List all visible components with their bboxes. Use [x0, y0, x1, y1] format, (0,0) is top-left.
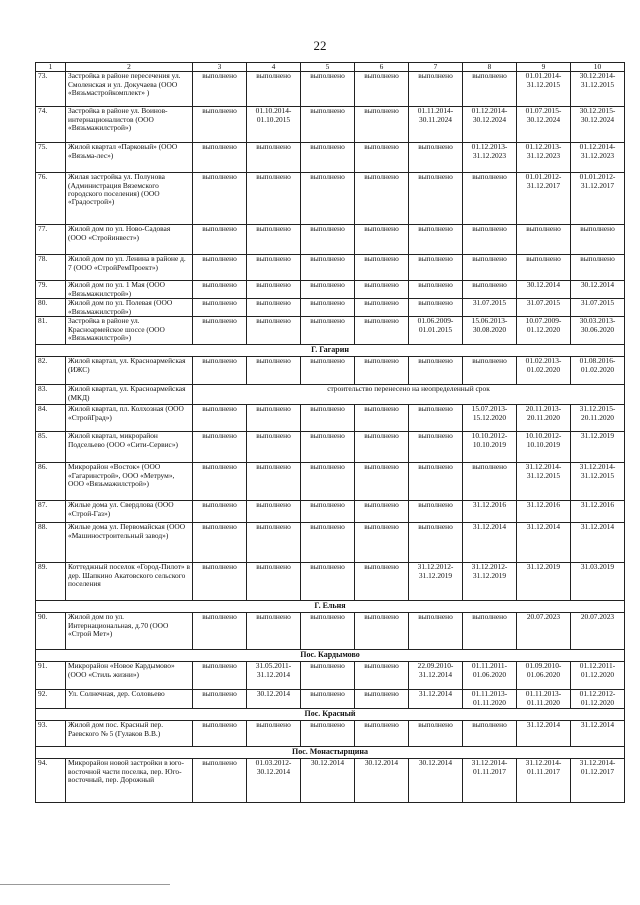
stage-cell: выполнено [247, 357, 301, 385]
stage-cell: выполнено [193, 72, 247, 107]
footer-rule [0, 884, 170, 885]
stage-cell: 01.01.2012-31.12.2017 [571, 173, 625, 225]
stage-cell: 01.12.2014-30.12.2024 [463, 107, 517, 143]
stage-cell: выполнено [355, 255, 409, 281]
section-title: Пос. Красный [36, 709, 625, 721]
object-description: Коттеджный поселок «Город-Пилот» в дер. Шапкино Акатовского сельского поселения [66, 563, 193, 601]
object-description: Жилые дома ул. Свердлова (ООО «Строй-Газ») [66, 501, 193, 523]
stage-cell: выполнено [193, 255, 247, 281]
stage-cell: выполнено [193, 357, 247, 385]
stage-cell: выполнено [193, 143, 247, 173]
stage-cell: выполнено [301, 225, 355, 255]
col-header: 10 [571, 63, 625, 72]
stage-cell: выполнено [355, 143, 409, 173]
table-row [36, 317, 625, 345]
row-number: 89. [36, 563, 66, 601]
table-row [36, 107, 625, 143]
stage-cell: выполнено [247, 299, 301, 317]
stage-cell: выполнено [409, 721, 463, 747]
stage-cell: 30.12.2014 [517, 281, 571, 299]
stage-cell: 01.01.2012-31.12.2017 [517, 173, 571, 225]
row-number: 90. [36, 613, 66, 650]
stage-cell: выполнено [409, 501, 463, 523]
stage-cell: выполнено [463, 255, 517, 281]
col-header: 5 [301, 63, 355, 72]
stage-cell: 31.07.2015 [571, 299, 625, 317]
row-number: 86. [36, 463, 66, 501]
section-row [36, 345, 625, 357]
stage-cell: 30.12.2014 [301, 759, 355, 803]
stage-cell: 01.01.2014-31.12.2015 [517, 72, 571, 107]
stage-cell: 30.12.2014 [409, 759, 463, 803]
stage-cell: выполнено [247, 255, 301, 281]
stage-cell: 01.12.2013-31.12.2023 [463, 143, 517, 173]
stage-cell: выполнено [463, 357, 517, 385]
section-row [36, 709, 625, 721]
row-number: 78. [36, 255, 66, 281]
stage-cell: выполнено [193, 405, 247, 432]
stage-cell: выполнено [301, 357, 355, 385]
stage-cell: выполнено [409, 405, 463, 432]
stage-cell: выполнено [463, 281, 517, 299]
stage-cell: 31.12.2012-31.12.2019 [463, 563, 517, 601]
stage-cell: выполнено [301, 281, 355, 299]
stage-cell: выполнено [193, 563, 247, 601]
table-row [36, 690, 625, 709]
stage-cell: выполнено [193, 721, 247, 747]
stage-cell: выполнено [247, 173, 301, 225]
table-row [36, 281, 625, 299]
stage-cell: выполнено [355, 107, 409, 143]
table-row [36, 173, 625, 225]
object-description: Жилой дом по ул. Полевая (ООО «Вязьмажилстрой») [66, 299, 193, 317]
object-description: Жилой квартал, ул. Красноармейская (ИЖС) [66, 357, 193, 385]
row-number: 92. [36, 690, 66, 709]
stage-cell: выполнено [247, 225, 301, 255]
stage-cell: выполнено [355, 173, 409, 225]
row-number: 76. [36, 173, 66, 225]
stage-cell: выполнено [409, 255, 463, 281]
stage-cell: выполнено [355, 563, 409, 601]
stage-cell: 22.09.2010-31.12.2014 [409, 662, 463, 690]
section-title: Пос. Кардымово [36, 650, 625, 662]
table-row [36, 225, 625, 255]
row-number: 81. [36, 317, 66, 345]
stage-cell: 01.03.2012-30.12.2014 [247, 759, 301, 803]
section-row [36, 601, 625, 613]
stage-cell: выполнено [571, 225, 625, 255]
stage-cell: выполнено [517, 225, 571, 255]
stage-cell: выполнено [247, 405, 301, 432]
stage-cell: 30.12.2015-30.12.2024 [571, 107, 625, 143]
object-description: Застройка в районе пересечения ул. Смоленская и ул. Докучаева (ООО «Вязьмастройкомплект» ) [66, 72, 193, 107]
stage-cell: 20.07.2023 [571, 613, 625, 650]
stage-cell: выполнено [193, 225, 247, 255]
table-row [36, 72, 625, 107]
stage-cell: выполнено [247, 501, 301, 523]
stage-cell: выполнено [193, 690, 247, 709]
stage-cell: 31.12.2014-01.11.2017 [463, 759, 517, 803]
stage-cell: 31.12.2016 [463, 501, 517, 523]
col-header: 7 [409, 63, 463, 72]
stage-cell: 01.12.2014-31.12.2023 [571, 143, 625, 173]
stage-cell: выполнено [355, 225, 409, 255]
stage-cell: выполнено [301, 72, 355, 107]
stage-cell: 01.11.2011-01.06.2020 [463, 662, 517, 690]
stage-cell: 31.12.2014-01.12.2017 [571, 759, 625, 803]
stage-cell: выполнено [355, 317, 409, 345]
stage-cell: выполнено [247, 72, 301, 107]
stage-cell: выполнено [301, 721, 355, 747]
col-header: 9 [517, 63, 571, 72]
col-header: 3 [193, 63, 247, 72]
stage-cell: 31.12.2014 [517, 721, 571, 747]
stage-cell: выполнено [463, 613, 517, 650]
stage-cell: выполнено [409, 173, 463, 225]
table-row [36, 662, 625, 690]
stage-cell: 31.12.2019 [571, 432, 625, 463]
row-number: 79. [36, 281, 66, 299]
table-row [36, 405, 625, 432]
stage-cell: 30.12.2014 [571, 281, 625, 299]
stage-cell: 31.12.2014 [463, 523, 517, 563]
stage-cell: выполнено [301, 523, 355, 563]
stage-cell: выполнено [355, 501, 409, 523]
stage-cell: выполнено [517, 255, 571, 281]
stage-cell: 20.11.2013-20.11.2020 [517, 405, 571, 432]
stage-cell: выполнено [193, 432, 247, 463]
stage-cell: 20.07.2023 [517, 613, 571, 650]
stage-cell: выполнено [571, 255, 625, 281]
stage-cell: выполнено [193, 759, 247, 803]
col-header: 1 [36, 63, 66, 72]
stage-cell: выполнено [301, 501, 355, 523]
stage-cell: 30.12.2014 [247, 690, 301, 709]
object-description: Жилой дом по ул. Интернациональная, д.70 (ООО «Строй Мет») [66, 613, 193, 650]
stage-cell: выполнено [463, 173, 517, 225]
stage-cell: выполнено [355, 299, 409, 317]
stage-cell: выполнено [301, 143, 355, 173]
stage-cell: выполнено [193, 662, 247, 690]
page-number: 22 [313, 38, 327, 53]
stage-cell: выполнено [301, 563, 355, 601]
stage-cell: выполнено [355, 662, 409, 690]
stage-cell: 01.11.2013-01.11.2020 [517, 690, 571, 709]
stage-cell: выполнено [409, 299, 463, 317]
stage-cell: выполнено [193, 107, 247, 143]
table-row [36, 143, 625, 173]
section-title: Г. Ельня [36, 601, 625, 613]
stage-cell: выполнено [409, 72, 463, 107]
section-row [36, 650, 625, 662]
row-number: 85. [36, 432, 66, 463]
stage-cell: выполнено [355, 72, 409, 107]
row-number: 73. [36, 72, 66, 107]
stage-cell: 31.07.2015 [463, 299, 517, 317]
stage-cell: выполнено [355, 613, 409, 650]
col-header: 4 [247, 63, 301, 72]
stage-cell: 15.07.2013-15.12.2020 [463, 405, 517, 432]
stage-cell: 01.07.2015-30.12.2024 [517, 107, 571, 143]
row-number: 74. [36, 107, 66, 143]
object-description: Микрорайон новой застройки в юго-восточной части поселка, пер. Юго-восточный, пер. Дорожный [66, 759, 193, 803]
stage-cell: выполнено [355, 281, 409, 299]
table-row [36, 721, 625, 747]
object-description: Жилой дом по ул. 1 Мая (ООО «Вязьмажилстрой») [66, 281, 193, 299]
table-row [36, 299, 625, 317]
stage-cell: выполнено [409, 432, 463, 463]
stage-cell: 31.12.2014-31.12.2015 [517, 463, 571, 501]
stage-cell: выполнено [409, 357, 463, 385]
status-note: строительство перенесено на неопределенный срок [193, 385, 625, 405]
row-number: 77. [36, 225, 66, 255]
stage-cell: 30.12.2014-31.12.2015 [571, 72, 625, 107]
stage-cell: выполнено [409, 463, 463, 501]
object-description: Жилой квартал, микрорайон Подсельево (ООО «Сити-Сервис») [66, 432, 193, 463]
stage-cell: выполнено [463, 463, 517, 501]
stage-cell: выполнено [355, 721, 409, 747]
stage-cell: выполнено [463, 225, 517, 255]
stage-cell: 30.03.2013-30.06.2020 [571, 317, 625, 345]
stage-cell: 01.12.2011-01.12.2020 [571, 662, 625, 690]
stage-cell: 31.12.2014 [571, 523, 625, 563]
stage-cell: выполнено [247, 317, 301, 345]
row-number: 84. [36, 405, 66, 432]
object-description: Жилой квартал, пл. Колхозная (ООО «СтройГрад») [66, 405, 193, 432]
stage-cell: 31.07.2015 [517, 299, 571, 317]
table-row [36, 432, 625, 463]
row-number: 82. [36, 357, 66, 385]
stage-cell: 31.12.2014 [409, 690, 463, 709]
stage-cell: 31.12.2012-31.12.2019 [409, 563, 463, 601]
stage-cell: выполнено [301, 255, 355, 281]
object-description: Жилой дом пос. Красный пер. Раевского № 5 (Гулаков В.В.) [66, 721, 193, 747]
stage-cell: выполнено [409, 523, 463, 563]
stage-cell: 31.03.2019 [571, 563, 625, 601]
stage-cell: выполнено [301, 299, 355, 317]
stage-cell: выполнено [355, 405, 409, 432]
stage-cell: 31.12.2016 [571, 501, 625, 523]
table-row [36, 501, 625, 523]
col-header: 8 [463, 63, 517, 72]
object-description: Застройка в районе ул. Красноармейское шоссе (ООО «Вязьмажилстрой») [66, 317, 193, 345]
stage-cell: выполнено [463, 721, 517, 747]
stage-cell: выполнено [247, 432, 301, 463]
stage-cell: 30.12.2014 [355, 759, 409, 803]
stage-cell: 01.11.2014-30.11.2024 [409, 107, 463, 143]
stage-cell: выполнено [193, 317, 247, 345]
stage-cell: выполнено [409, 613, 463, 650]
stage-cell: 15.06.2013-30.08.2020 [463, 317, 517, 345]
table-row [36, 759, 625, 803]
stage-cell: выполнено [193, 523, 247, 563]
stage-cell: 01.12.2013-31.12.2023 [517, 143, 571, 173]
stage-cell: выполнено [463, 72, 517, 107]
row-number: 80. [36, 299, 66, 317]
col-header: 6 [355, 63, 409, 72]
stage-cell: выполнено [247, 613, 301, 650]
stage-cell: выполнено [301, 107, 355, 143]
object-description: Микрорайон «Восток» (ООО «Гагаринстрой», ООО «Метрум», ООО «Вязьмажилстрой») [66, 463, 193, 501]
stage-cell: 01.02.2013-01.02.2020 [517, 357, 571, 385]
stage-cell: выполнено [247, 463, 301, 501]
object-description: Жилой квартал, ул. Красноармейская (МКД) [66, 385, 193, 405]
stage-cell: выполнено [301, 173, 355, 225]
stage-cell: выполнено [193, 501, 247, 523]
stage-cell: выполнено [301, 463, 355, 501]
stage-cell: выполнено [301, 662, 355, 690]
row-number: 87. [36, 501, 66, 523]
stage-cell: выполнено [301, 317, 355, 345]
stage-cell: выполнено [301, 432, 355, 463]
stage-cell: 31.12.2014-01.11.2017 [517, 759, 571, 803]
object-description: Жилые дома ул. Первомайская (ООО «Машиностроительный завод») [66, 523, 193, 563]
table-row [36, 255, 625, 281]
stage-cell: выполнено [247, 281, 301, 299]
stage-cell: выполнено [355, 523, 409, 563]
table-row [36, 613, 625, 650]
stage-cell: 01.08.2016-01.02.2020 [571, 357, 625, 385]
object-description: Ул. Солнечная, дер. Соловьево [66, 690, 193, 709]
section-title: Пос. Монастырщина [36, 747, 625, 759]
object-description: Жилой квартал «Парковый» (ООО «Вязьма-лес») [66, 143, 193, 173]
row-number: 94. [36, 759, 66, 803]
row-number: 88. [36, 523, 66, 563]
stage-cell: выполнено [247, 721, 301, 747]
table-row [36, 357, 625, 385]
stage-cell: выполнено [247, 523, 301, 563]
stage-cell: выполнено [355, 432, 409, 463]
stage-cell: выполнено [193, 299, 247, 317]
stage-cell: выполнено [301, 690, 355, 709]
stage-cell: 01.09.2010-01.06.2020 [517, 662, 571, 690]
stage-cell: 31.12.2015-20.11.2020 [571, 405, 625, 432]
stage-cell: 31.12.2016 [517, 501, 571, 523]
schedule-table [35, 62, 625, 803]
stage-cell: выполнено [247, 143, 301, 173]
stage-cell: 31.05.2011-31.12.2014 [247, 662, 301, 690]
stage-cell: выполнено [193, 281, 247, 299]
stage-cell: 31.12.2014 [571, 721, 625, 747]
table-row [36, 523, 625, 563]
stage-cell: 10.07.2009-01.12.2020 [517, 317, 571, 345]
row-number: 91. [36, 662, 66, 690]
section-title: Г. Гагарин [36, 345, 625, 357]
stage-cell: выполнено [355, 690, 409, 709]
table-row [36, 463, 625, 501]
object-description: Жилой дом по ул. Ново-Садовая (ООО «Стройинвест») [66, 225, 193, 255]
object-description: Жилая застройка ул. Полунова (Администрация Вяземского городского поселения) (ООО «Градострой») [66, 173, 193, 225]
stage-cell: 10.10.2012-10.10.2019 [517, 432, 571, 463]
column-number-row [36, 63, 625, 72]
stage-cell: 10.10.2012-10.10.2019 [463, 432, 517, 463]
object-description: Жилой дом по ул. Ленина в районе д. 7 (ООО «СтройРемПроект») [66, 255, 193, 281]
stage-cell: выполнено [193, 463, 247, 501]
object-description: Застройка в районе ул. Воинов-интернационалистов (ООО «Вязьмажилстрой») [66, 107, 193, 143]
stage-cell: выполнено [355, 463, 409, 501]
stage-cell: 31.12.2019 [517, 563, 571, 601]
stage-cell: 01.10.2014-01.10.2015 [247, 107, 301, 143]
stage-cell: 01.11.2013-01.11.2020 [463, 690, 517, 709]
stage-cell: 01.12.2012-01.12.2020 [571, 690, 625, 709]
stage-cell: 01.06.2009-01.01.2015 [409, 317, 463, 345]
stage-cell: выполнено [409, 143, 463, 173]
stage-cell: выполнено [247, 563, 301, 601]
table-body [36, 63, 625, 803]
row-number: 93. [36, 721, 66, 747]
stage-cell: выполнено [355, 357, 409, 385]
row-number: 75. [36, 143, 66, 173]
row-number: 83. [36, 385, 66, 405]
table-row [36, 385, 625, 405]
stage-cell: выполнено [301, 613, 355, 650]
table-row [36, 563, 625, 601]
stage-cell: выполнено [193, 173, 247, 225]
section-row [36, 747, 625, 759]
stage-cell: выполнено [193, 613, 247, 650]
stage-cell: 31.12.2014 [517, 523, 571, 563]
stage-cell: выполнено [301, 405, 355, 432]
col-header: 2 [66, 63, 193, 72]
stage-cell: 31.12.2014-31.12.2015 [571, 463, 625, 501]
stage-cell: выполнено [409, 225, 463, 255]
stage-cell: выполнено [409, 281, 463, 299]
object-description: Микрорайон «Новое Кардымово» (ООО «Стиль жизни») [66, 662, 193, 690]
